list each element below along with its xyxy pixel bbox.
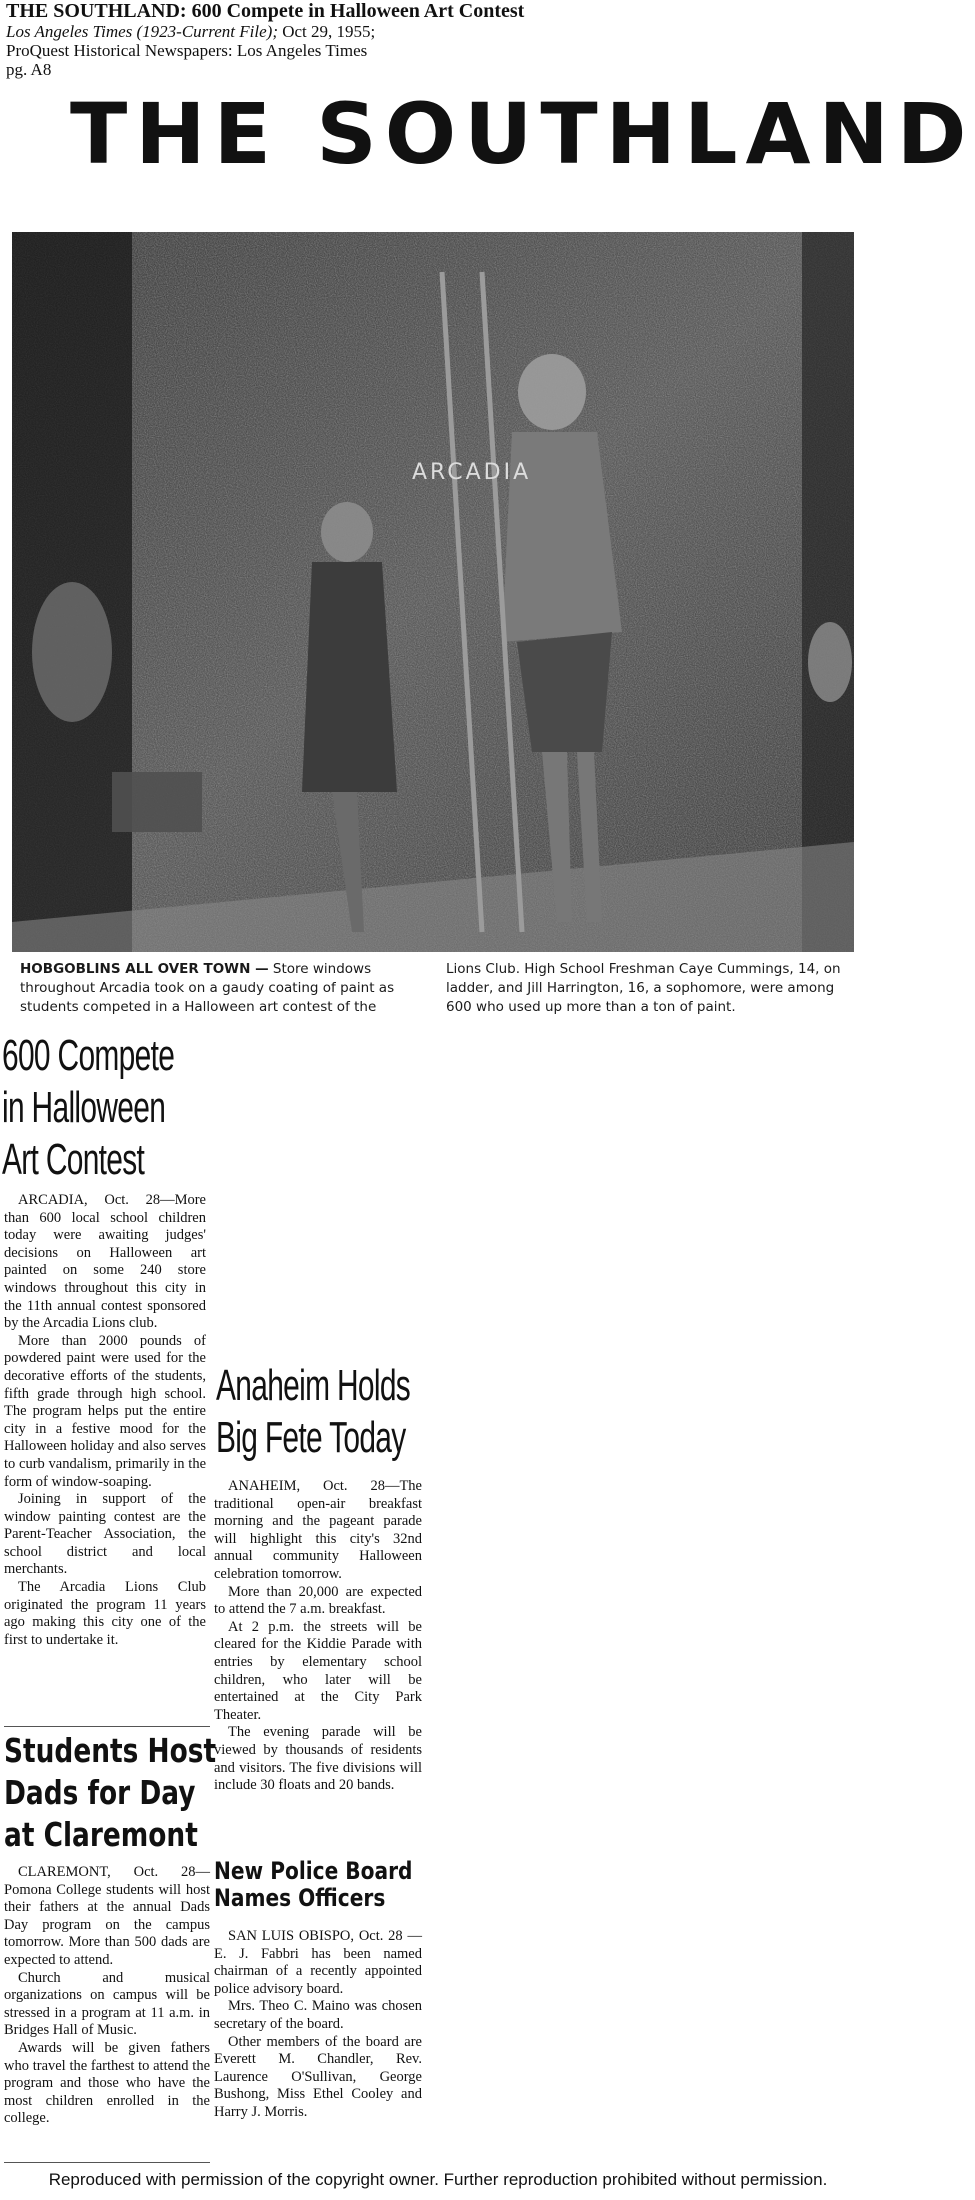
source-name: Los Angeles Times (1923-Current File);	[6, 22, 278, 41]
photo-sign-text: ARCADIA	[412, 460, 532, 485]
article1-paragraph: More than 2000 pounds of powdered paint were used for the decorative efforts of the students, fifth grade through high school. The program helps put the entire city in a festive mood for the Halloween holiday and also serves to curb vandalism, primarily in the form of window-soaping.	[4, 1332, 206, 1490]
photo-caption-right: Lions Club. High School Freshman Caye Cummings, 14, on ladder, and Jill Harrington, 16, a sophomore, were among 600 who used up more than a ton of paint.	[446, 961, 841, 1015]
page-number: pg. A8	[6, 60, 52, 79]
footer-rule	[4, 2162, 210, 2163]
headline-line: at Claremont	[4, 1815, 198, 1854]
article1-paragraph: The Arcadia Lions Club originated the program 11 years ago making this city one of the first to undertake it.	[4, 1579, 206, 1648]
headline-line: Names Officers	[214, 1884, 386, 1912]
source-line	[6, 22, 375, 41]
article2-body	[214, 1478, 422, 1795]
article1-headline	[2, 1030, 174, 1186]
headline-line: Dads for Day	[4, 1773, 196, 1812]
headline-line: New Police Board	[214, 1857, 413, 1885]
headline-line: Anaheim Holds	[216, 1361, 411, 1410]
article2-paragraph: The evening parade will be viewed by thousands of residents and visitors. The five divisions will include 30 floats and 20 bands.	[214, 1724, 422, 1794]
article4-paragraph: Mrs. Theo C. Maino was chosen secretary of the board.	[214, 1998, 422, 2032]
article1-paragraph: Joining in support of the window painting contest are the Parent-Teacher Association, the school district and local merchants.	[4, 1491, 206, 1578]
caption-left-text: Store windows throughout Arcadia took on a gaudy coating of paint as students competed in a Halloween art contest of the	[20, 961, 395, 1015]
caption-lead: HOBGOBLINS ALL OVER TOWN —	[20, 961, 269, 977]
article4-body	[214, 1928, 422, 2122]
photo-caption-left	[20, 960, 420, 1017]
article4-paragraph: SAN LUIS OBISPO, Oct. 28 — E. J. Fabbri has been named chairman of a recently appointed police advisory board.	[214, 1928, 422, 1997]
headline-line: 600 Compete	[2, 1031, 175, 1080]
photo-image	[12, 232, 854, 952]
article3-headline	[4, 1730, 216, 1856]
section-banner: THE SOUTHLAND	[70, 85, 975, 183]
headline-line: Big Fete Today	[216, 1413, 406, 1462]
article2-paragraph: At 2 p.m. the streets will be cleared for the Kiddie Parade with entries by elementary school children, who later will be entertained at the City Park Theater.	[214, 1618, 422, 1723]
news-photo	[12, 232, 854, 952]
article2-headline	[216, 1360, 410, 1464]
headline-line: Art Contest	[2, 1135, 145, 1184]
article4-paragraph: Other members of the board are Everett M. Chandler, Rev. Laurence O'Sullivan, George Bushong, Miss Ethel Cooley and Harry J. Morris.	[214, 2033, 422, 2120]
article3-paragraph: Awards will be given fathers who travel the farthest to attend the program and those who have the most children enrolled in the college.	[4, 2039, 210, 2127]
article2-paragraph: ANAHEIM, Oct. 28—The traditional open-air breakfast morning and the pageant parade will highlight this city's 32nd annual community Halloween celebration tomorrow.	[214, 1478, 422, 1582]
database-line: ProQuest Historical Newspapers: Los Angeles Times	[6, 41, 368, 60]
headline-line: in Halloween	[2, 1083, 166, 1132]
document-title: THE SOUTHLAND: 600 Compete in Halloween Art Contest	[6, 0, 525, 22]
column-rule	[4, 1726, 210, 1727]
article4-headline	[214, 1858, 412, 1912]
headline-line: Students Host	[4, 1731, 217, 1770]
source-date: Oct 29, 1955;	[277, 22, 376, 41]
copyright-notice: Reproduced with permission of the copyright owner. Further reproduction prohibited without permission.	[48, 2170, 828, 2189]
article3-body	[4, 1864, 210, 2128]
article2-paragraph: More than 20,000 are expected to attend the 7 a.m. breakfast.	[214, 1583, 422, 1618]
article3-paragraph: Church and musical organizations on campus will be stressed in a program at 11 a.m. in Bridges Hall of Music.	[4, 1969, 210, 2039]
article1-paragraph: ARCADIA, Oct. 28—More than 600 local school children today were awaiting judges' decisions on Halloween art painted on some 240 store windows throughout this city in the 11th annual contest sponsored by the Arcadia Lions club.	[4, 1192, 206, 1332]
article1-body	[4, 1192, 206, 1649]
article3-paragraph: CLAREMONT, Oct. 28—Pomona College students will host their fathers at the annual Dads Day program on the campus tomorrow. More than 500 dads are expected to attend.	[4, 1864, 210, 1968]
